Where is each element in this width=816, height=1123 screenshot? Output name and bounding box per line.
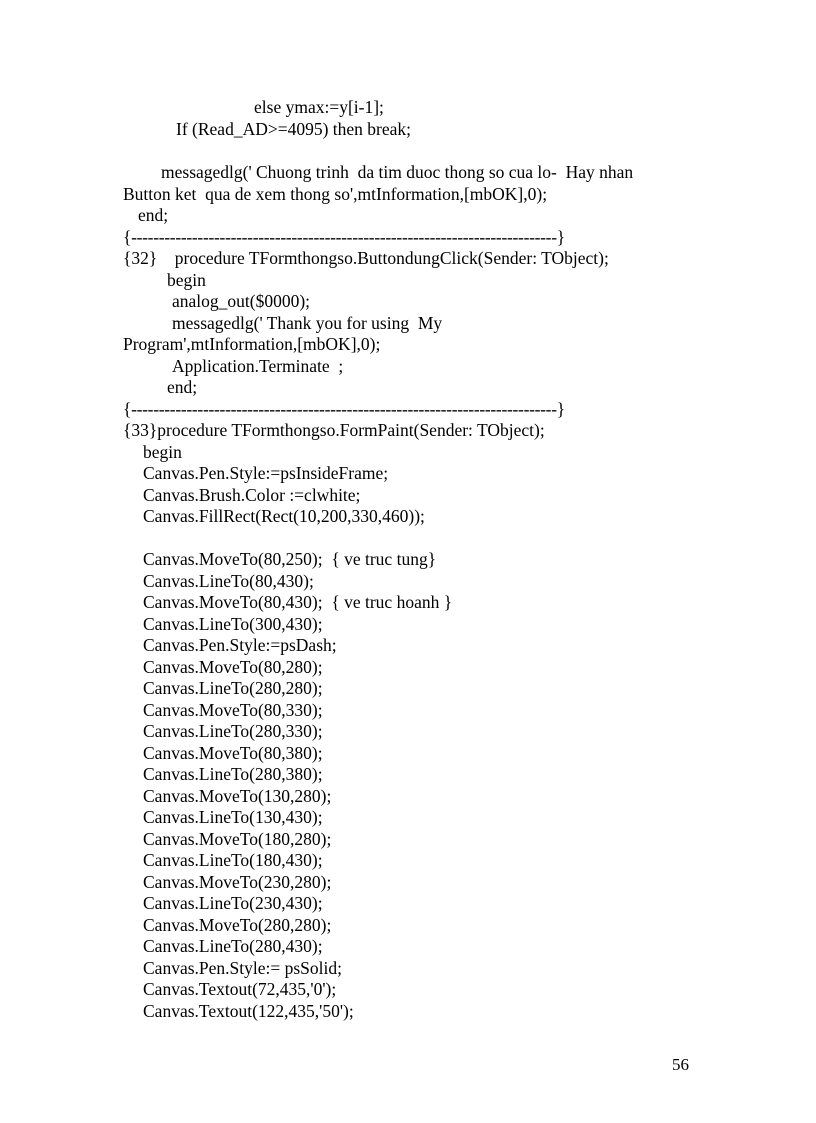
code-line: Canvas.MoveTo(180,280);: [143, 829, 332, 849]
code-line: Canvas.LineTo(280,430);: [143, 936, 323, 956]
code-line: Canvas.MoveTo(130,280);: [143, 786, 332, 806]
code-line: Canvas.MoveTo(230,280);: [143, 872, 332, 892]
code-line: Canvas.MoveTo(80,250); { ve truc tung}: [143, 549, 437, 569]
code-line: Program',mtInformation,[mbOK],0);: [123, 334, 381, 354]
code-line: Canvas.MoveTo(280,280);: [143, 915, 332, 935]
separator-line: {-----------------------------------------------------------------------------}: [123, 399, 565, 419]
separator-line: {-----------------------------------------------------------------------------}: [123, 227, 565, 247]
code-line: messagedlg(' Thank you for using My: [172, 313, 443, 333]
code-line: Canvas.Pen.Style:=psInsideFrame;: [143, 463, 389, 483]
code-line: Canvas.LineTo(80,430);: [143, 571, 314, 591]
code-line: Canvas.LineTo(230,430);: [143, 893, 323, 913]
code-line: If (Read_AD>=4095) then break;: [176, 119, 412, 139]
code-line: Canvas.Textout(72,435,'0');: [143, 979, 337, 999]
code-line: Canvas.MoveTo(80,380);: [143, 743, 323, 763]
code-line: Canvas.Pen.Style:= psSolid;: [143, 958, 342, 978]
code-line: Canvas.LineTo(130,430);: [143, 807, 323, 827]
code-line: Application.Terminate ;: [172, 356, 344, 376]
code-line: Canvas.LineTo(180,430);: [143, 850, 323, 870]
code-line: end;: [138, 205, 169, 225]
code-line: Canvas.MoveTo(80,430); { ve truc hoanh }: [143, 592, 453, 612]
code-line: messagedlg(' Chuong trinh da tim duoc thong so cua lo- Hay nhan: [161, 162, 634, 182]
code-line: Canvas.Brush.Color :=clwhite;: [143, 485, 361, 505]
code-line: Canvas.LineTo(280,380);: [143, 764, 323, 784]
code-line: {32} procedure TFormthongso.ButtondungClick(Sender: TObject);: [123, 248, 609, 268]
code-line: {33}procedure TFormthongso.FormPaint(Sender: TObject);: [123, 420, 545, 440]
code-line: Canvas.FillRect(Rect(10,200,330,460));: [143, 506, 425, 526]
code-line: Canvas.Textout(122,435,'50');: [143, 1001, 354, 1021]
code-line: Canvas.MoveTo(80,330);: [143, 700, 323, 720]
code-line: Canvas.Pen.Style:=psDash;: [143, 635, 337, 655]
code-line: analog_out($0000);: [172, 291, 311, 311]
code-line: end;: [167, 377, 198, 397]
code-line: Canvas.LineTo(280,330);: [143, 721, 323, 741]
code-line: Canvas.LineTo(300,430);: [143, 614, 323, 634]
page-number: 56: [672, 1055, 689, 1074]
code-line: Canvas.MoveTo(80,280);: [143, 657, 323, 677]
code-line: begin: [143, 442, 182, 462]
code-line: begin: [167, 270, 206, 290]
code-line: Button ket qua de xem thong so',mtInformation,[mbOK],0);: [123, 184, 548, 204]
code-line: else ymax:=y[i-1];: [254, 97, 384, 117]
code-line: Canvas.LineTo(280,280);: [143, 678, 323, 698]
